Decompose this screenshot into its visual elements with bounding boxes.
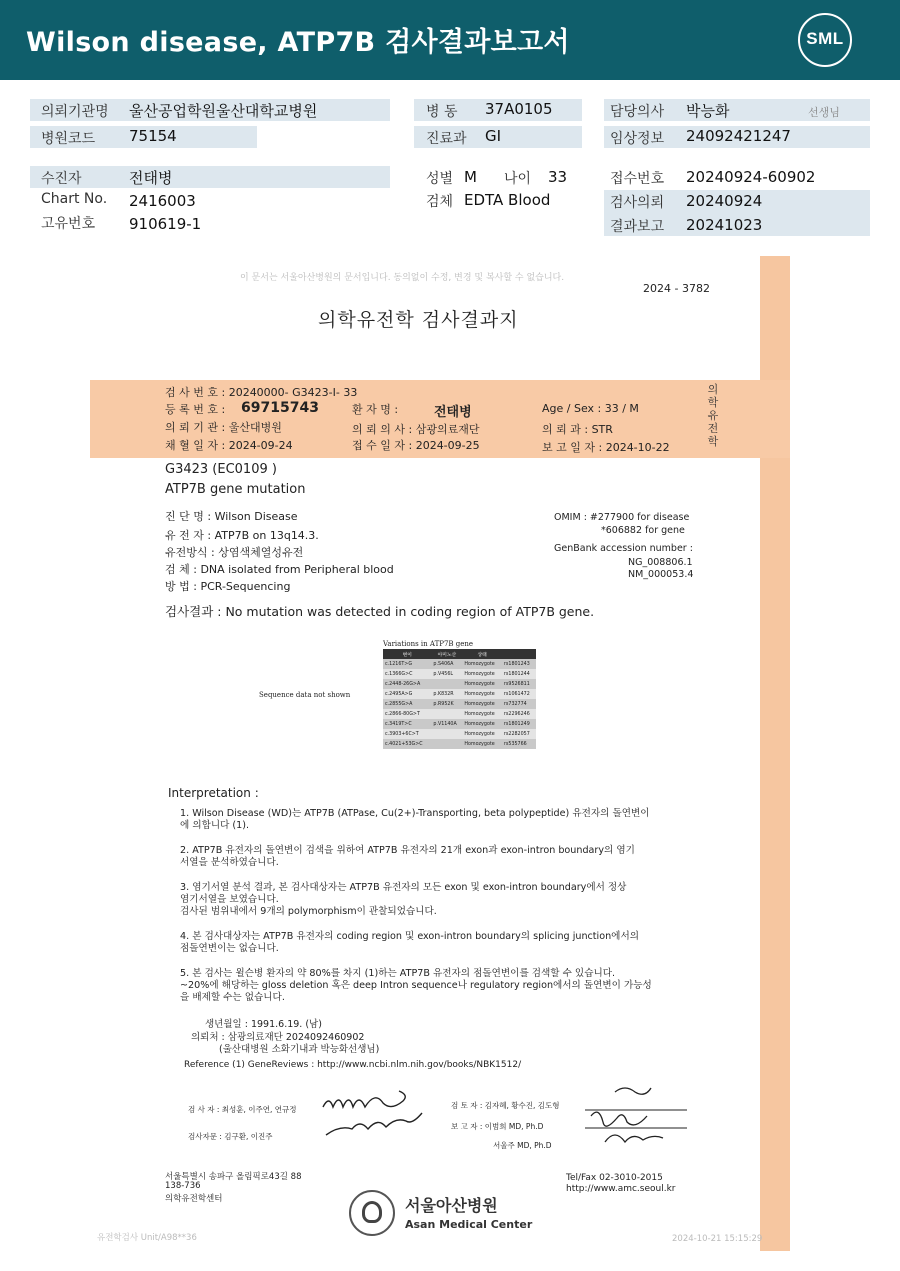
doctor-label: 담당의사 — [610, 104, 665, 120]
band-req-doc: 의 뢰 의 사 : 삼광의료재단 — [352, 423, 480, 436]
hospital-name-ko: 서울아산병원 — [405, 1196, 498, 1215]
top-banner — [0, 0, 900, 80]
sex-label: 성별 — [426, 171, 454, 187]
cell — [431, 729, 462, 739]
interp-3a: 3. 염기서열 분석 결과, 본 검사대상자는 ATP7B 유전자의 모든 exon 및 exon-intron boundary에서 정상 — [180, 882, 627, 893]
band-req-inst: 의 뢰 기 관 : 울산대병원 — [165, 421, 282, 434]
cell: rs2282057 — [502, 729, 536, 739]
requester: 의뢰처 : 삼광의료재단 2024092460902 — [191, 1032, 365, 1043]
clinical-value: 24092421247 — [686, 127, 791, 145]
receipt-value: 20240924-60902 — [686, 168, 816, 186]
band-patient-name: 전태병 — [434, 405, 472, 420]
interp-5c: 을 배제할 수는 없습니다. — [180, 992, 285, 1003]
band-receipt-date: 접 수 일 자 : 2024-09-25 — [352, 439, 480, 452]
genbank-nm: NM_000053.4 — [628, 569, 694, 580]
cell: Homozygote — [462, 699, 502, 709]
footer-timestamp: 2024-10-21 15:15:29 — [672, 1234, 763, 1244]
dept-value: GI — [485, 127, 502, 145]
logo-text: SML — [806, 29, 844, 48]
test-name: ATP7B gene mutation — [165, 482, 306, 497]
table-row — [383, 679, 536, 689]
table-row — [383, 669, 536, 679]
genbank-ng: NG_008806.1 — [628, 557, 693, 568]
cell: rs1801249 — [502, 719, 536, 729]
band-age-sex: Age / Sex : 33 / M — [542, 402, 639, 415]
patient-row — [30, 166, 390, 188]
address-line-3: 의학유전학센터 — [165, 1194, 223, 1204]
copy-notice: 이 문서는 서울아산병원의 문서입니다. 동의없이 수정, 변경 및 복사할 수 없습니다. — [240, 273, 565, 283]
reporter-2: 서울주 MD, Ph.D — [493, 1141, 552, 1150]
age-value: 33 — [548, 168, 568, 186]
address-line-2: 138-736 — [165, 1181, 201, 1191]
specimen-label: 검체 — [426, 194, 454, 210]
clinical-label: 임상정보 — [610, 131, 665, 147]
unique-value: 910619-1 — [129, 215, 202, 233]
hospital-code-label: 병원코드 — [41, 131, 96, 147]
omim-disease: OMIM : #277900 for disease — [554, 512, 690, 523]
doctor-value: 박능화 — [686, 102, 730, 120]
table-row — [383, 699, 536, 709]
reviewer: 검 토 자 : 김자혜, 황수진, 김도형 — [451, 1101, 560, 1110]
reference: Reference (1) GeneReviews : http://www.ncbi.nlm.nih.gov/books/NBK1512/ — [184, 1060, 522, 1070]
cell: rs732774 — [502, 699, 536, 709]
cell: p.K832R — [431, 689, 462, 699]
interp-3b: 염기서열을 보였습니다. — [180, 894, 279, 905]
footer-unit: 유전학검사 Unit/A98**36 — [97, 1233, 197, 1243]
doctor-suffix: 선생님 — [808, 106, 840, 119]
table-caption: Variations in ATP7B gene — [383, 640, 474, 648]
doc-number: 2024 - 3782 — [643, 282, 710, 295]
request-value: 20240924 — [686, 192, 763, 210]
sml-logo — [798, 13, 852, 67]
diagnosis: 진 단 명 : Wilson Disease — [165, 510, 298, 523]
website: http://www.amc.seoul.kr — [566, 1184, 676, 1194]
th-variant: 변이 — [383, 649, 431, 659]
requester-detail: (울산대병원 소화기내과 박능화선생님) — [219, 1044, 380, 1055]
test-method: 방 법 : PCR-Sequencing — [165, 580, 291, 593]
cell: Homozygote — [462, 719, 502, 729]
reg-number: 69715743 — [241, 400, 319, 416]
interp-1b: 에 의합니다 (1). — [180, 820, 250, 831]
table-row — [383, 659, 536, 669]
examiner: 검 사 자 : 최성훈, 이주연, 연규정 — [188, 1105, 297, 1114]
sex-value: M — [464, 168, 477, 186]
gene-location: 유 전 자 : ATP7B on 13q14.3. — [165, 529, 319, 542]
interp-2a: 2. ATP7B 유전자의 돌연변이 검색을 위하여 ATP7B 유전자의 21개 exon과 exon-intron boundary의 염기 — [180, 845, 635, 856]
cell — [431, 739, 462, 749]
reporter-signature — [585, 1082, 695, 1154]
cell: rs535766 — [502, 739, 536, 749]
age-label: 나이 — [504, 171, 532, 187]
tel-fax: Tel/Fax 02-3010-2015 — [566, 1173, 663, 1183]
test-result: 검사결과 : No mutation was detected in coding region of ATP7B gene. — [165, 604, 595, 619]
cell: rs1801244 — [502, 669, 536, 679]
report-date-value: 20241023 — [686, 216, 763, 234]
interp-5a: 5. 본 검사는 윌슨병 환자의 약 80%를 차지 (1)하는 ATP7B 유전자의 점돌연변이를 검색할 수 있습니다. — [180, 968, 616, 979]
report-heading: 의학유전학 검사결과지 — [318, 309, 519, 331]
cell: Homozygote — [462, 689, 502, 699]
cell: Homozygote — [462, 679, 502, 689]
cell: Homozygote — [462, 659, 502, 669]
receipt-label: 접수번호 — [610, 171, 665, 187]
side-vertical-text: 의학유전학 — [707, 383, 719, 448]
cell: p.V1140A — [431, 719, 462, 729]
interp-1a: 1. Wilson Disease (WD)는 ATP7B (ATPase, Cu(2+)-Transporting, beta polypeptide) 유전자의 돌연변이 — [180, 808, 650, 819]
examiner-advisor: 검사자문 : 김구환, 이진주 — [188, 1132, 273, 1141]
th-rs — [502, 649, 536, 659]
th-status: 상태 — [462, 649, 502, 659]
band-patient-label: 환 자 명 : — [352, 403, 399, 416]
cell: rs1061472 — [502, 689, 536, 699]
cell: c.1366G>C — [383, 669, 431, 679]
request-label: 검사의뢰 — [610, 195, 665, 211]
address-line-1: 서울특별시 송파구 올림픽로43길 88 — [165, 1172, 302, 1182]
hospital-name-en: Asan Medical Center — [405, 1218, 533, 1231]
chart-label: Chart No. — [41, 191, 108, 207]
band-report-date: 보 고 일 자 : 2024-10-22 — [542, 441, 670, 454]
interp-5b: ~20%에 해당하는 gloss deletion 혹은 deep Intron sequence나 regulatory region에서의 돌연변이 가능성 — [180, 980, 652, 991]
cell: c.3903+6C>T — [383, 729, 431, 739]
ward-label: 병 동 — [426, 104, 458, 120]
cell: rs9526811 — [502, 679, 536, 689]
asan-foundation-emblem — [349, 1190, 395, 1236]
cell: Homozygote — [462, 669, 502, 679]
unique-label: 고유번호 — [41, 216, 96, 232]
cell: Homozygote — [462, 709, 502, 719]
cell: p.S406A — [431, 659, 462, 669]
inheritance: 유전방식 : 상염색체열성유전 — [165, 546, 304, 559]
sequence-note: Sequence data not shown — [259, 691, 351, 699]
cell: c.1216T>G — [383, 659, 431, 669]
dept-label: 진료과 — [426, 131, 467, 147]
interp-4a: 4. 본 검사대상자는 ATP7B 유전자의 coding region 및 exon-intron boundary의 splicing junction에서의 — [180, 931, 639, 942]
cell — [431, 709, 462, 719]
patient-label: 수진자 — [41, 171, 82, 187]
test-code: G3423 (EC0109 ) — [165, 462, 277, 477]
interp-2b: 서열을 분석하였습니다. — [180, 857, 279, 868]
cell: p.R952K — [431, 699, 462, 709]
cell: Homozygote — [462, 739, 502, 749]
table-row — [383, 719, 536, 729]
band-req-dept: 의 뢰 과 : STR — [542, 423, 613, 436]
institution-value: 울산공업학원울산대학교병원 — [129, 102, 318, 120]
table-row — [383, 689, 536, 699]
cell — [431, 679, 462, 689]
cell: c.2855G>A — [383, 699, 431, 709]
cell: c.2448-26G>A — [383, 679, 431, 689]
cell: c.4021+53G>C — [383, 739, 431, 749]
ward-value: 37A0105 — [485, 100, 553, 118]
table-row — [383, 709, 536, 719]
cell: Homozygote — [462, 729, 502, 739]
examiner-signature — [318, 1085, 428, 1145]
cell: c.3419T>C — [383, 719, 431, 729]
birth-date: 생년월일 : 1991.6.19. (남) — [205, 1019, 322, 1030]
th-amino-acid: 아미노산 — [431, 649, 462, 659]
report-date-label: 결과보고 — [610, 219, 665, 235]
chart-value: 2416003 — [129, 192, 196, 210]
variations-table — [383, 640, 536, 749]
cell: p.V456L — [431, 669, 462, 679]
omim-gene: *606882 for gene — [601, 525, 685, 536]
cell: rs1801243 — [502, 659, 536, 669]
sample-type: 검 체 : DNA isolated from Peripheral blood — [165, 563, 394, 576]
interp-3c: 검사된 범위내에서 9개의 polymorphism이 관찰되었습니다. — [180, 906, 437, 917]
cell: c.2866-80G>T — [383, 709, 431, 719]
table-row — [383, 739, 536, 749]
institution-label: 의뢰기관명 — [41, 104, 109, 120]
table-row — [383, 729, 536, 739]
reporter: 보 고 자 : 이범희 MD, Ph.D — [451, 1122, 544, 1131]
exam-number: 검 사 번 호 : 20240000- G3423-I- 33 — [165, 386, 358, 399]
interpretation-title: Interpretation : — [168, 786, 259, 800]
band-collect-date: 채 혈 일 자 : 2024-09-24 — [165, 439, 293, 452]
reg-label: 등 록 번 호 : — [165, 403, 226, 416]
patient-value: 전태병 — [129, 169, 173, 187]
genbank-label: GenBank accession number : — [554, 543, 693, 554]
specimen-value: EDTA Blood — [464, 191, 551, 209]
cell: c.2495A>G — [383, 689, 431, 699]
cell: rs2296246 — [502, 709, 536, 719]
interp-4b: 점돌연변이는 없습니다. — [180, 943, 279, 954]
report-title: Wilson disease, ATP7B 검사결과보고서 — [26, 27, 570, 58]
hospital-code-value: 75154 — [129, 127, 177, 145]
